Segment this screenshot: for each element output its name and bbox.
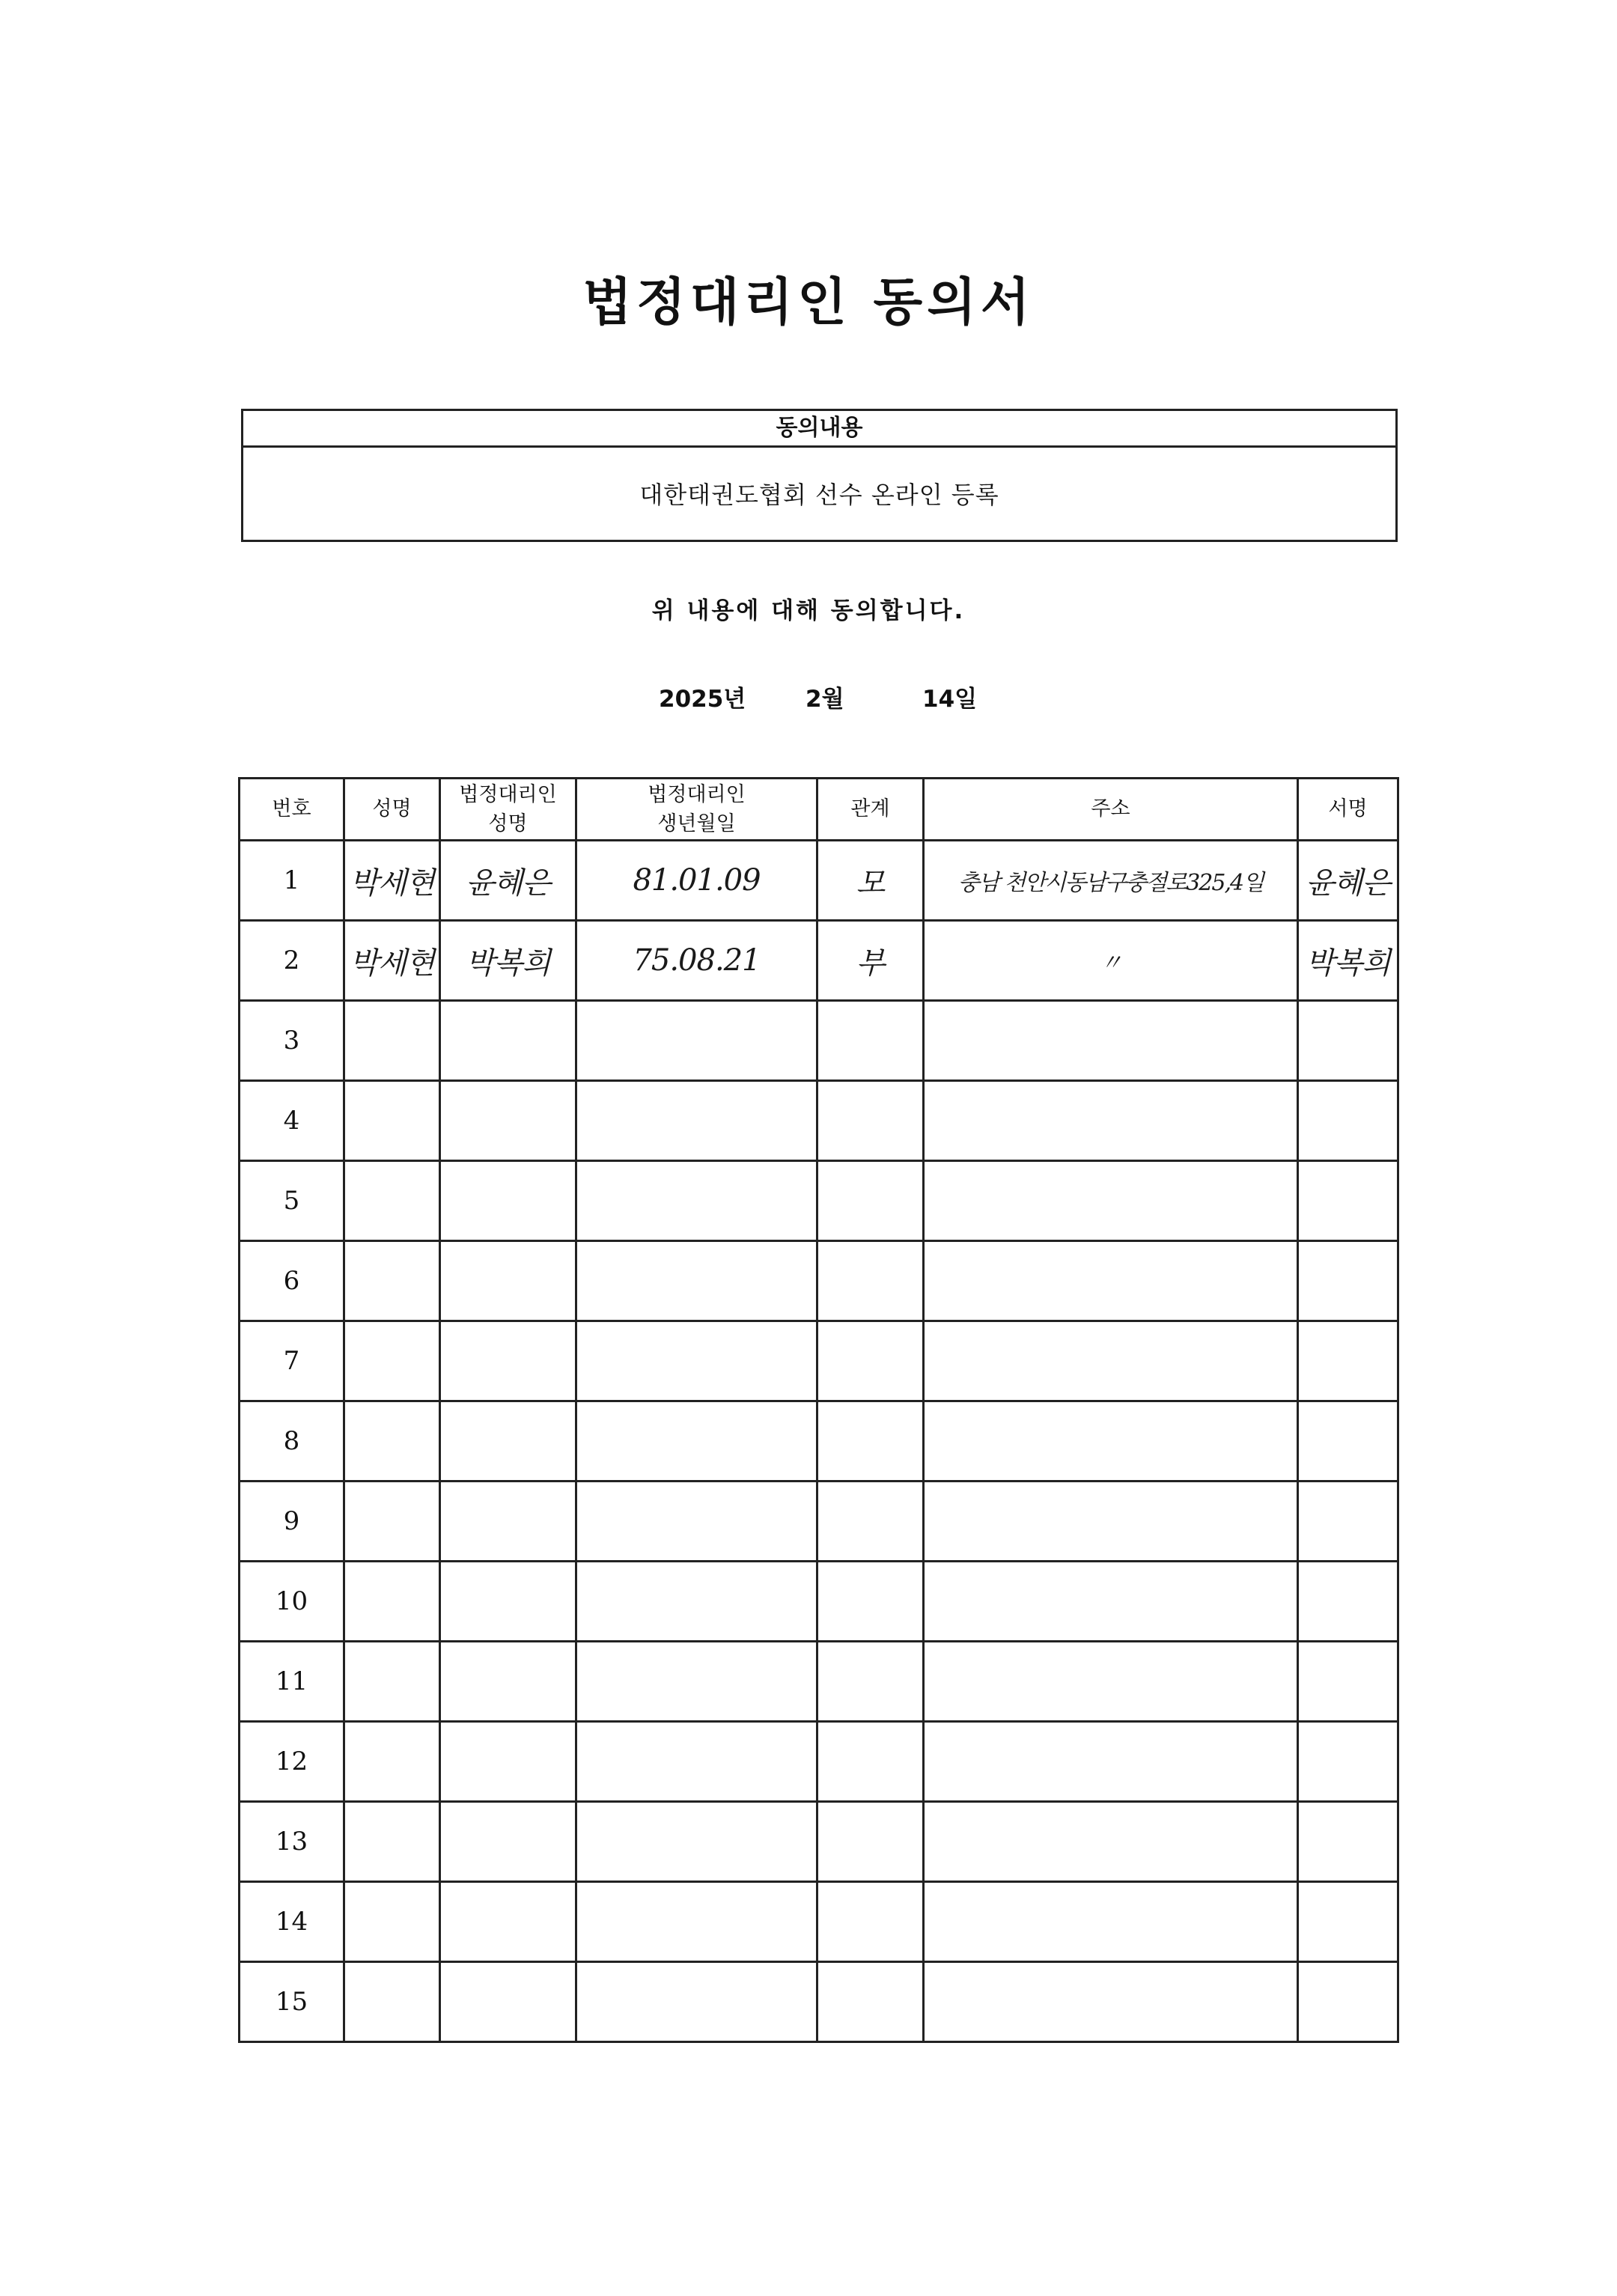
- cell-name: [344, 1161, 440, 1241]
- cell-guardian-birth: [576, 1001, 817, 1081]
- cell-relation: [817, 1401, 924, 1482]
- agreement-statement: 위 내용에 대해 동의합니다.: [651, 597, 966, 624]
- cell-name: [344, 1802, 440, 1882]
- cell-name: 박세현: [344, 841, 440, 921]
- cell-address: [924, 1081, 1298, 1161]
- header-number: 번호: [240, 779, 344, 841]
- header-address: 주소: [924, 779, 1298, 841]
- cell-guardian-name: 박복희: [440, 921, 576, 1001]
- cell-number: 4: [240, 1081, 344, 1161]
- cell-address: [924, 1962, 1298, 2042]
- cell-guardian-name: 윤혜은: [440, 841, 576, 921]
- header-guardian-birth-line1: 법정대리인: [648, 782, 746, 806]
- cell-signature: 윤혜은: [1298, 841, 1398, 921]
- table-row: [240, 1401, 1398, 1482]
- cell-name: [344, 1001, 440, 1081]
- guardian-consent-table: [238, 777, 1399, 2043]
- table-row: [240, 1482, 1398, 1562]
- cell-address: [924, 1321, 1298, 1401]
- cell-signature: [1298, 1321, 1398, 1401]
- cell-number: 9: [240, 1482, 344, 1562]
- cell-guardian-name: [440, 1001, 576, 1081]
- cell-guardian-birth: [576, 1482, 817, 1562]
- header-guardian-name-line2: 성명: [488, 812, 528, 835]
- cell-relation: 부: [817, 921, 924, 1001]
- cell-guardian-birth: [576, 1642, 817, 1722]
- table-header-row: [240, 779, 1398, 841]
- cell-relation: [817, 1081, 924, 1161]
- cell-guardian-name: [440, 1642, 576, 1722]
- cell-relation: [817, 1482, 924, 1562]
- cell-guardian-name: [440, 1482, 576, 1562]
- cell-name: 박세현: [344, 921, 440, 1001]
- cell-number: 1: [240, 841, 344, 921]
- cell-guardian-name: [440, 1161, 576, 1241]
- table-row: [240, 1802, 1398, 1882]
- cell-name: [344, 1482, 440, 1562]
- cell-address: [924, 1482, 1298, 1562]
- cell-relation: [817, 1802, 924, 1882]
- table-row: [240, 1962, 1398, 2042]
- cell-signature: [1298, 1482, 1398, 1562]
- cell-signature: [1298, 1401, 1398, 1482]
- cell-guardian-birth: 81.01.09: [576, 841, 817, 921]
- date-month: 2월: [806, 686, 844, 713]
- header-guardian-name-line1: 법정대리인: [459, 782, 557, 806]
- header-signature: 서명: [1298, 779, 1398, 841]
- cell-signature: [1298, 1962, 1398, 2042]
- cell-guardian-name: [440, 1722, 576, 1802]
- cell-number: 12: [240, 1722, 344, 1802]
- cell-guardian-birth: [576, 1161, 817, 1241]
- table-row: [240, 1241, 1398, 1321]
- cell-name: [344, 1401, 440, 1482]
- cell-number: 6: [240, 1241, 344, 1321]
- cell-signature: [1298, 1001, 1398, 1081]
- cell-guardian-birth: [576, 1321, 817, 1401]
- cell-guardian-name: [440, 1321, 576, 1401]
- cell-signature: [1298, 1882, 1398, 1962]
- document-date: [659, 680, 1003, 713]
- cell-number: 3: [240, 1001, 344, 1081]
- cell-signature: [1298, 1642, 1398, 1722]
- cell-name: [344, 1321, 440, 1401]
- table-body: [240, 841, 1398, 2042]
- cell-address: [924, 1562, 1298, 1642]
- table-row: [240, 1001, 1398, 1081]
- table-row: [240, 1722, 1398, 1802]
- cell-guardian-name: [440, 1562, 576, 1642]
- cell-guardian-name: [440, 1962, 576, 2042]
- cell-address: [924, 1882, 1298, 1962]
- cell-relation: [817, 1562, 924, 1642]
- cell-number: 11: [240, 1642, 344, 1722]
- cell-name: [344, 1642, 440, 1722]
- cell-name: [344, 1241, 440, 1321]
- cell-number: 15: [240, 1962, 344, 2042]
- cell-guardian-name: [440, 1401, 576, 1482]
- cell-address: [924, 1241, 1298, 1321]
- cell-name: [344, 1081, 440, 1161]
- cell-address: 〃: [924, 921, 1298, 1001]
- cell-address: 충남 천안시동남구충절로325,4일: [924, 841, 1298, 921]
- cell-signature: [1298, 1081, 1398, 1161]
- cell-relation: [817, 1241, 924, 1321]
- cell-signature: 박복희: [1298, 921, 1398, 1001]
- cell-guardian-birth: 75.08.21: [576, 921, 817, 1001]
- table-row: [240, 1161, 1398, 1241]
- cell-guardian-name: [440, 1802, 576, 1882]
- cell-relation: [817, 1642, 924, 1722]
- cell-relation: [817, 1161, 924, 1241]
- cell-guardian-name: [440, 1241, 576, 1321]
- document-title: 법정대리인 동의서: [582, 273, 1035, 332]
- table-row: [240, 1081, 1398, 1161]
- cell-relation: [817, 1882, 924, 1962]
- cell-signature: [1298, 1241, 1398, 1321]
- consent-content-box: [241, 409, 1398, 542]
- cell-guardian-birth: [576, 1241, 817, 1321]
- cell-address: [924, 1001, 1298, 1081]
- table-row: [240, 1321, 1398, 1401]
- header-relation: 관계: [817, 779, 924, 841]
- date-day: 14일: [922, 686, 978, 713]
- cell-name: [344, 1562, 440, 1642]
- cell-number: 7: [240, 1321, 344, 1401]
- cell-number: 10: [240, 1562, 344, 1642]
- cell-address: [924, 1401, 1298, 1482]
- cell-number: 14: [240, 1882, 344, 1962]
- cell-guardian-birth: [576, 1882, 817, 1962]
- cell-guardian-birth: [576, 1802, 817, 1882]
- cell-signature: [1298, 1802, 1398, 1882]
- cell-number: 2: [240, 921, 344, 1001]
- cell-relation: [817, 1001, 924, 1081]
- table-row: [240, 841, 1398, 921]
- cell-guardian-name: [440, 1882, 576, 1962]
- cell-signature: [1298, 1562, 1398, 1642]
- consent-content-header: 동의내용: [243, 411, 1395, 448]
- consent-content-text: 대한태권도협회 선수 온라인 등록: [639, 481, 999, 509]
- header-name: 성명: [344, 779, 440, 841]
- table-row: [240, 1642, 1398, 1722]
- cell-number: 8: [240, 1401, 344, 1482]
- cell-guardian-birth: [576, 1401, 817, 1482]
- cell-relation: [817, 1321, 924, 1401]
- cell-guardian-name: [440, 1081, 576, 1161]
- cell-relation: 모: [817, 841, 924, 921]
- header-guardian-birth-line2: 생년월일: [657, 812, 736, 835]
- cell-guardian-birth: [576, 1722, 817, 1802]
- cell-number: 5: [240, 1161, 344, 1241]
- cell-name: [344, 1722, 440, 1802]
- header-guardian-name: [440, 779, 576, 841]
- cell-guardian-birth: [576, 1081, 817, 1161]
- table-row: [240, 921, 1398, 1001]
- cell-address: [924, 1722, 1298, 1802]
- cell-address: [924, 1161, 1298, 1241]
- cell-number: 13: [240, 1802, 344, 1882]
- date-year: 2025년: [659, 686, 746, 713]
- cell-signature: [1298, 1161, 1398, 1241]
- cell-relation: [817, 1722, 924, 1802]
- cell-address: [924, 1802, 1298, 1882]
- cell-name: [344, 1962, 440, 2042]
- table-row: [240, 1562, 1398, 1642]
- cell-guardian-birth: [576, 1962, 817, 2042]
- table-row: [240, 1882, 1398, 1962]
- header-guardian-birth: [576, 779, 817, 841]
- cell-name: [344, 1882, 440, 1962]
- cell-address: [924, 1642, 1298, 1722]
- cell-signature: [1298, 1722, 1398, 1802]
- cell-guardian-birth: [576, 1562, 817, 1642]
- cell-relation: [817, 1962, 924, 2042]
